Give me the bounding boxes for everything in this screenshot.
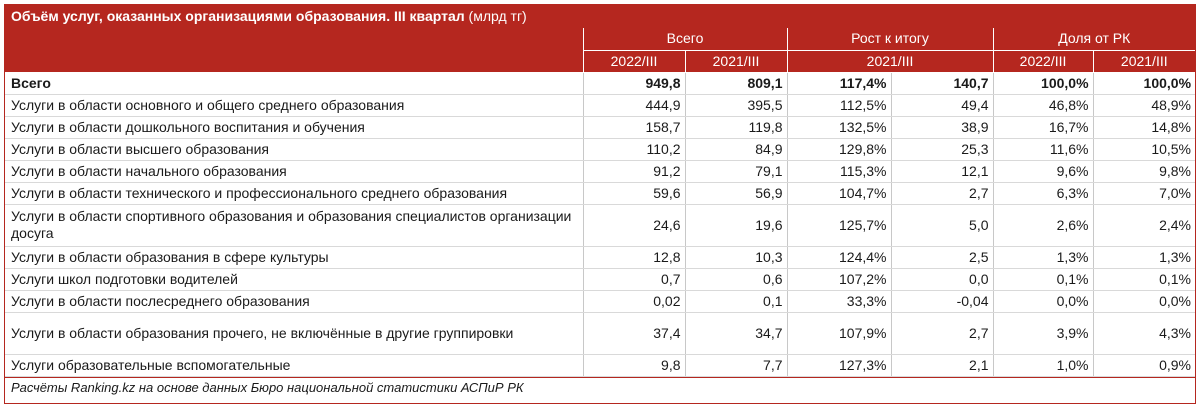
row-label: Услуги в области начального образования — [5, 160, 583, 182]
value-share-2021: 14,8% — [1093, 116, 1195, 138]
title-main: Объём услуг, оказанных организациями образования. III квартал — [11, 8, 465, 24]
value-growth-pct: 129,8% — [787, 138, 891, 160]
value-total-2021: 34,7 — [685, 312, 787, 354]
value-growth-pct: 104,7% — [787, 182, 891, 204]
row-label: Услуги в области основного и общего среднего образования — [5, 94, 583, 116]
value-share-2021: 2,4% — [1093, 204, 1195, 246]
value-share-2022: 0,1% — [993, 268, 1093, 290]
value-growth-pct: 117,4% — [787, 72, 891, 94]
header-sub-share-2022: 2022/III — [993, 50, 1093, 72]
value-growth-abs: 140,7 — [891, 72, 993, 94]
value-share-2022: 1,3% — [993, 246, 1093, 268]
value-share-2021: 48,9% — [1093, 94, 1195, 116]
value-total-2021: 119,8 — [685, 116, 787, 138]
value-growth-abs: 12,1 — [891, 160, 993, 182]
value-total-2021: 809,1 — [685, 72, 787, 94]
value-growth-abs: 5,0 — [891, 204, 993, 246]
value-share-2022: 11,6% — [993, 138, 1093, 160]
header-group-growth: Рост к итогу — [787, 28, 993, 50]
row-label: Всего — [5, 72, 583, 94]
value-share-2022: 46,8% — [993, 94, 1093, 116]
table-row — [5, 94, 1195, 116]
value-share-2021: 100,0% — [1093, 72, 1195, 94]
table-row — [5, 116, 1195, 138]
value-total-2022: 444,9 — [583, 94, 685, 116]
value-growth-abs: 0,0 — [891, 268, 993, 290]
value-total-2022: 0,02 — [583, 290, 685, 312]
value-growth-pct: 125,7% — [787, 204, 891, 246]
value-total-2021: 395,5 — [685, 94, 787, 116]
header-sub-share-2021: 2021/III — [1093, 50, 1195, 72]
table-row — [5, 204, 1195, 246]
table-row-total — [5, 72, 1195, 94]
header-blank — [5, 28, 583, 72]
value-share-2022: 3,9% — [993, 312, 1093, 354]
value-growth-abs: 49,4 — [891, 94, 993, 116]
title-unit: (млрд тг) — [464, 8, 527, 24]
row-label: Услуги в области послесреднего образования — [5, 290, 583, 312]
row-label: Услуги в области дошкольного воспитания и обучения — [5, 116, 583, 138]
header-sub-total-2022: 2022/III — [583, 50, 685, 72]
value-total-2022: 12,8 — [583, 246, 685, 268]
header-sub-growth-2021: 2021/III — [787, 50, 993, 72]
row-label: Услуги школ подготовки водителей — [5, 268, 583, 290]
table-row — [5, 246, 1195, 268]
table-row — [5, 290, 1195, 312]
value-growth-abs: 2,5 — [891, 246, 993, 268]
value-total-2022: 110,2 — [583, 138, 685, 160]
table-title — [5, 5, 1195, 28]
source-footnote: Расчёты Ranking.kz на основе данных Бюро национальной статистики АСПиР РК — [5, 377, 1195, 399]
table-row — [5, 182, 1195, 204]
header-sub-total-2021: 2021/III — [685, 50, 787, 72]
value-share-2022: 100,0% — [993, 72, 1093, 94]
value-growth-pct: 127,3% — [787, 354, 891, 376]
value-growth-pct: 115,3% — [787, 160, 891, 182]
table-row — [5, 354, 1195, 376]
row-label: Услуги в области высшего образования — [5, 138, 583, 160]
value-total-2021: 56,9 — [685, 182, 787, 204]
value-share-2022: 9,6% — [993, 160, 1093, 182]
row-label: Услуги в области спортивного образования и образования специалистов организации досуга — [5, 204, 583, 246]
row-label: Услуги образовательные вспомогательные — [5, 354, 583, 376]
value-growth-abs: 25,3 — [891, 138, 993, 160]
value-total-2021: 84,9 — [685, 138, 787, 160]
table-row — [5, 268, 1195, 290]
value-total-2022: 949,8 — [583, 72, 685, 94]
value-growth-abs: 2,1 — [891, 354, 993, 376]
row-label: Услуги в области образования прочего, не включённые в другие группировки — [5, 312, 583, 354]
table-body — [5, 72, 1195, 376]
value-share-2021: 0,9% — [1093, 354, 1195, 376]
row-label: Услуги в области образования в сфере культуры — [5, 246, 583, 268]
value-total-2021: 19,6 — [685, 204, 787, 246]
value-total-2022: 24,6 — [583, 204, 685, 246]
value-growth-abs: 38,9 — [891, 116, 993, 138]
table-frame — [4, 4, 1196, 404]
value-share-2021: 1,3% — [1093, 246, 1195, 268]
value-total-2022: 91,2 — [583, 160, 685, 182]
value-share-2021: 10,5% — [1093, 138, 1195, 160]
value-share-2022: 6,3% — [993, 182, 1093, 204]
value-total-2021: 10,3 — [685, 246, 787, 268]
value-share-2021: 0,1% — [1093, 268, 1195, 290]
value-total-2022: 158,7 — [583, 116, 685, 138]
value-total-2021: 79,1 — [685, 160, 787, 182]
value-total-2022: 9,8 — [583, 354, 685, 376]
value-growth-abs: 2,7 — [891, 312, 993, 354]
value-total-2022: 59,6 — [583, 182, 685, 204]
value-total-2021: 0,6 — [685, 268, 787, 290]
value-growth-pct: 107,9% — [787, 312, 891, 354]
table-row — [5, 138, 1195, 160]
value-total-2022: 0,7 — [583, 268, 685, 290]
header-group-total: Всего — [583, 28, 787, 50]
value-growth-pct: 132,5% — [787, 116, 891, 138]
value-growth-pct: 107,2% — [787, 268, 891, 290]
value-growth-abs: -0,04 — [891, 290, 993, 312]
header-group-share: Доля от РК — [993, 28, 1195, 50]
table-row — [5, 312, 1195, 354]
value-share-2021: 9,8% — [1093, 160, 1195, 182]
value-growth-pct: 124,4% — [787, 246, 891, 268]
table-row — [5, 160, 1195, 182]
value-growth-pct: 112,5% — [787, 94, 891, 116]
value-share-2022: 2,6% — [993, 204, 1093, 246]
row-label: Услуги в области технического и профессионального среднего образования — [5, 182, 583, 204]
value-share-2022: 1,0% — [993, 354, 1093, 376]
value-share-2021: 7,0% — [1093, 182, 1195, 204]
value-growth-abs: 2,7 — [891, 182, 993, 204]
value-share-2022: 16,7% — [993, 116, 1093, 138]
value-total-2021: 0,1 — [685, 290, 787, 312]
value-growth-pct: 33,3% — [787, 290, 891, 312]
value-share-2022: 0,0% — [993, 290, 1093, 312]
data-table — [5, 28, 1195, 377]
value-total-2022: 37,4 — [583, 312, 685, 354]
value-share-2021: 4,3% — [1093, 312, 1195, 354]
value-share-2021: 0,0% — [1093, 290, 1195, 312]
value-total-2021: 7,7 — [685, 354, 787, 376]
